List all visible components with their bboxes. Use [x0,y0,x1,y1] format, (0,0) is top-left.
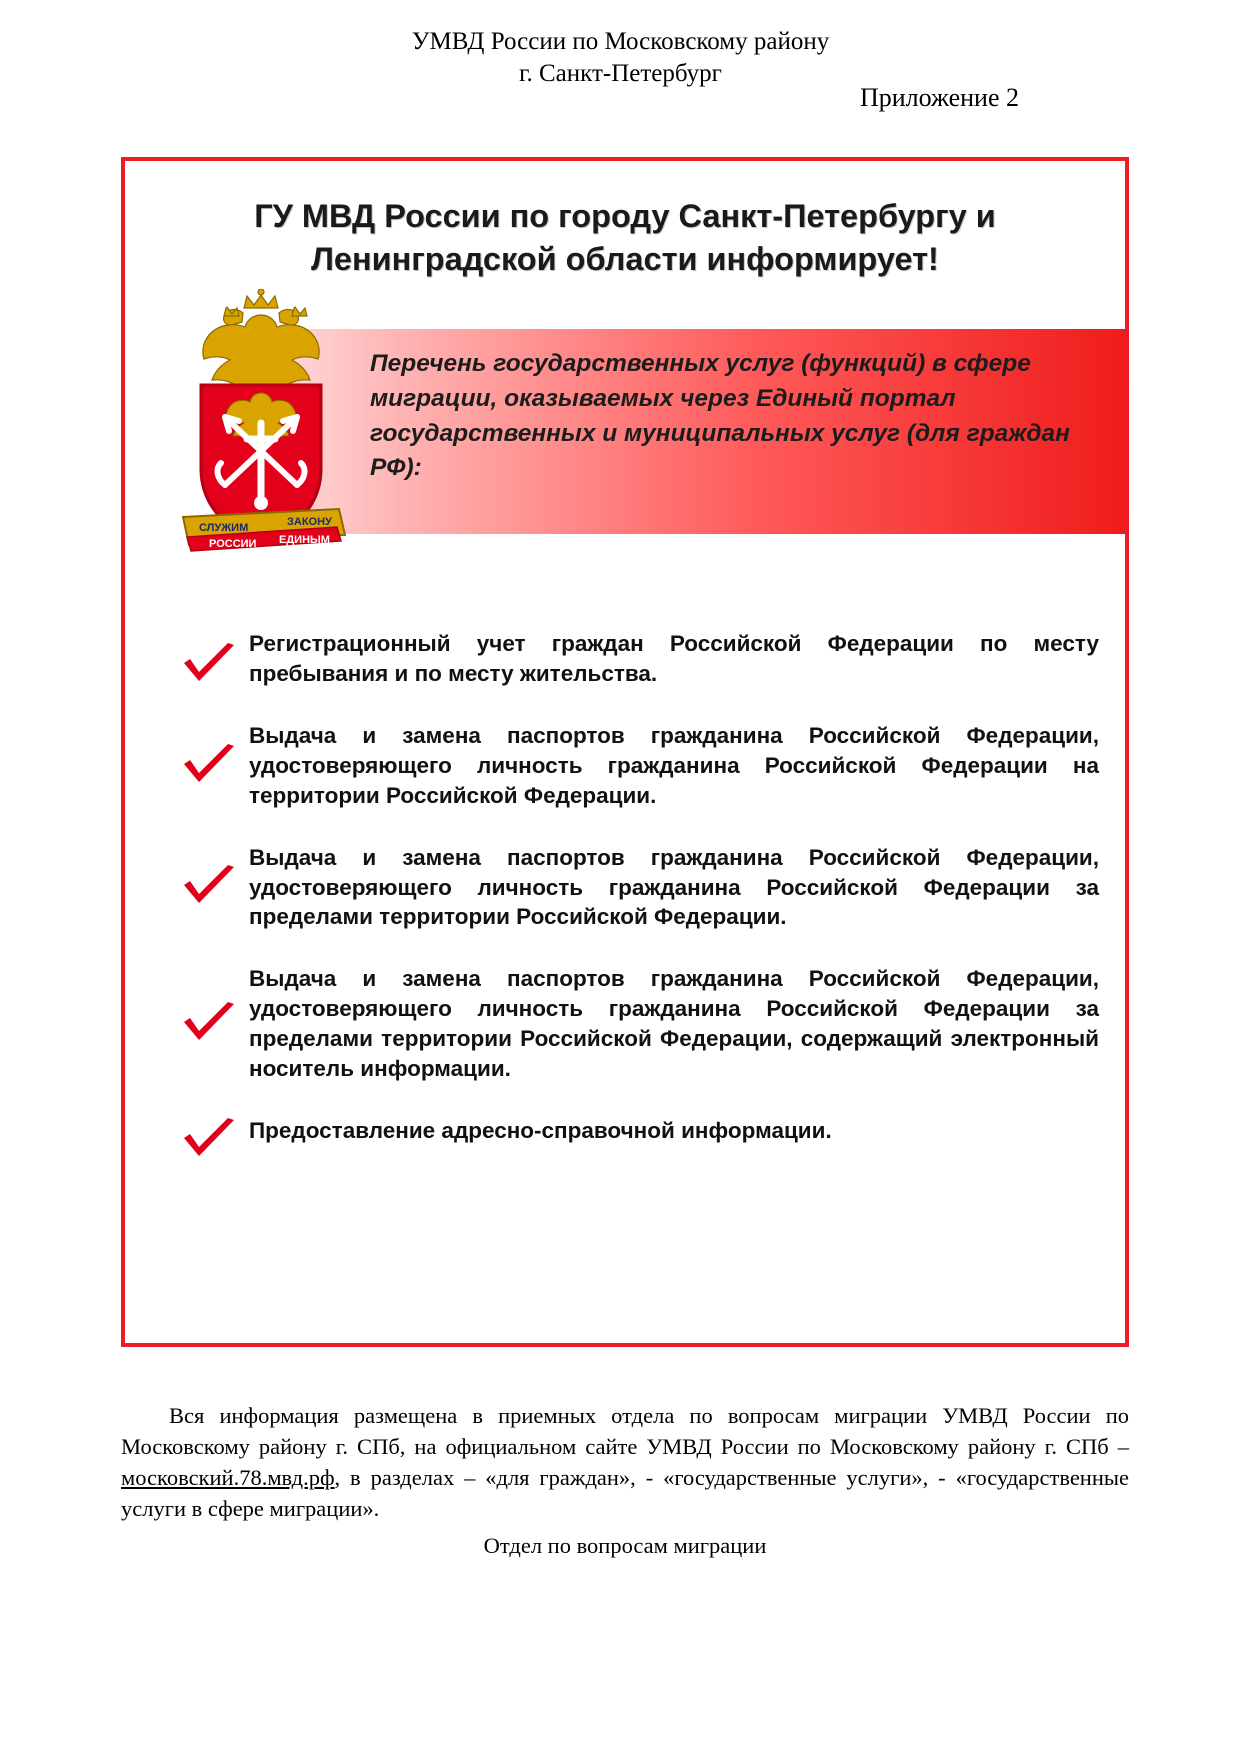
document-header [0,0,1241,90]
services-list [165,629,1099,1178]
list-item-text: Выдача и замена паспортов гражданина Российской Федерации, удостоверяющего личность гражданина Российской Федерации за пределами территории Российской Федерации, содержащий электронный носитель информации. [249,966,1099,1082]
poster-frame [121,157,1129,1347]
poster-title-line-1: ГУ МВД России по городу Санкт-Петербургу и [254,198,996,234]
footer-site-link[interactable]: московский.78.мвд.рф [121,1465,335,1491]
footer-note [121,1400,1129,1561]
list-item-text: Предоставление адресно-справочной информации. [249,1118,832,1144]
poster-title [159,195,1091,281]
checkmark-icon [181,865,237,909]
emblem-motto-ribbon [183,509,345,551]
poster-subtitle-text: Перечень государственных услуг (функций) в сфере миграции, оказываемых через Единый портал государственных и муниципальных услуг (для граждан РФ): [370,350,1070,482]
checkmark-icon [181,1002,237,1046]
checkmark-icon [181,744,237,788]
footer-paragraph [121,1400,1129,1524]
svg-text:ЗАКОНУ: ЗАКОНУ [287,516,332,528]
list-item-text: Выдача и замена паспортов гражданина Российской Федерации, удостоверяющего личность гражданина Российской Федерации на территории Российской Федерации. [249,722,1099,808]
header-line-1: УМВД России по Московскому району [411,28,830,55]
svg-text:СЛУЖИМ: СЛУЖИМ [199,522,249,534]
poster-subtitle-band [245,329,1125,534]
footer-text-part-1: Вся информация размещена в приемных отдела по вопросам миграции УМВД России по Московскому району г. СПб, на официальном сайте УМВД России по Московскому району г. СПб – [121,1403,1129,1460]
svg-text:РОССИИ: РОССИИ [209,538,257,550]
list-item-text: Выдача и замена паспортов гражданина Российской Федерации, удостоверяющего личность гражданина Российской Федерации за пределами территории Российской Федерации. [249,844,1099,930]
svg-text:ЕДИНЫМ: ЕДИНЫМ [279,534,330,546]
mvd-emblem-icon [165,289,357,557]
list-item [165,629,1099,689]
list-item [165,964,1099,1084]
footer-signature: Отдел по вопросам миграции [483,1533,767,1559]
header-line-2: г. Санкт-Петербург [519,60,722,87]
list-item [165,843,1099,933]
list-item [165,721,1099,811]
poster-title-line-2: Ленинградской области информирует! [311,240,939,277]
checkmark-icon [181,643,237,687]
mvd-emblem [165,289,357,557]
appendix-label: Приложение 2 [859,83,1019,112]
list-item-text: Регистрационный учет граждан Российской Федерации по месту пребывания и по месту жительства. [249,631,1099,686]
list-item [165,1116,1099,1146]
checkmark-icon [181,1118,237,1162]
footer-text-part-2: , в разделах – «для граждан», - «государственные услуги», - «государственные услуги в сфере миграции». [121,1465,1129,1522]
